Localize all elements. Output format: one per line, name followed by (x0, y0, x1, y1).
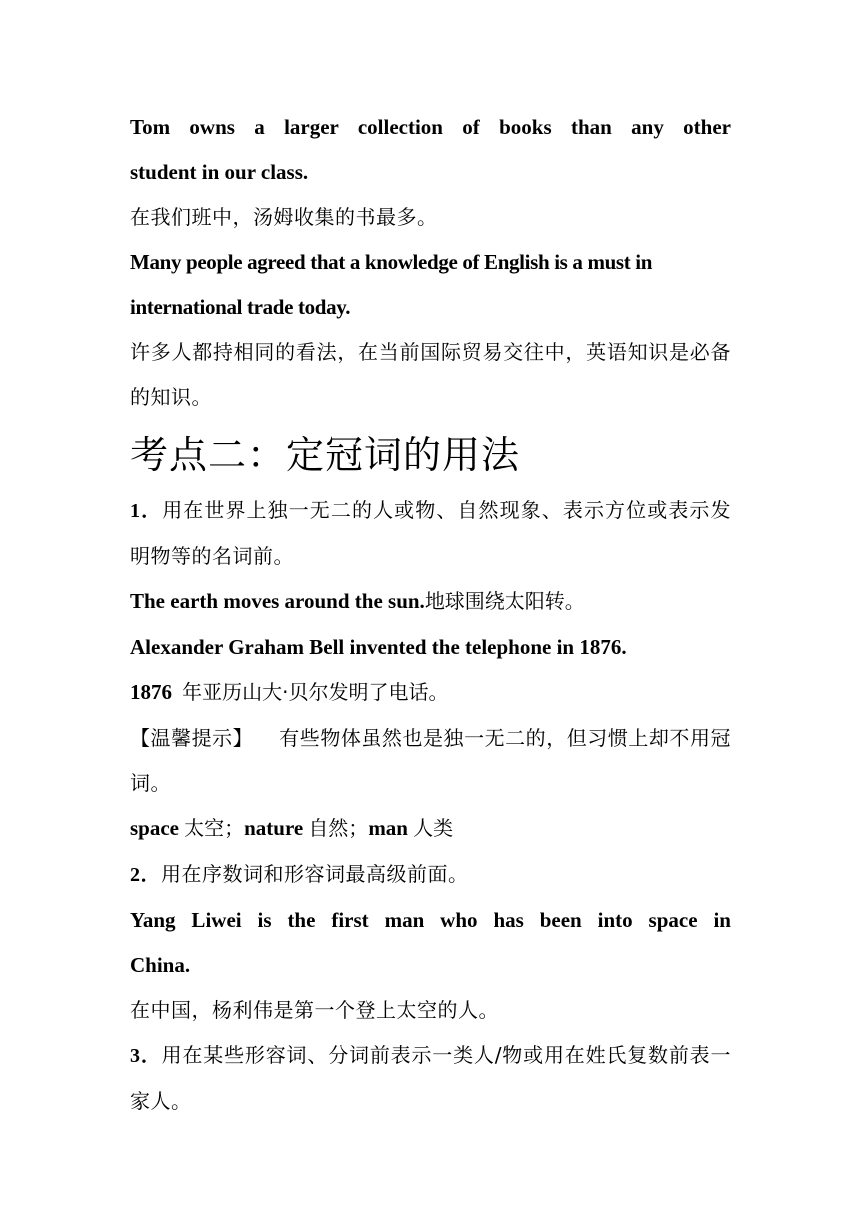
rule-1 (130, 488, 731, 579)
rule-2-number: 2． (130, 864, 161, 886)
rule-3-text: 用在某些形容词、分词前表示一类人/物或用在姓氏复数前表一家人。 (130, 1043, 731, 1113)
example-1-chinese: 在我们班中，汤姆收集的书最多。 (130, 205, 438, 229)
vocab-en-2: nature (244, 816, 304, 840)
rule-3-number: 3． (130, 1045, 162, 1067)
rule-2 (130, 852, 731, 898)
vocab-zh-3: 人类 (413, 816, 454, 840)
example-5-english-line-1: Yang Liwei is the first man who has been into space in (130, 908, 731, 932)
rule-1-text: 用在世界上独一无二的人或物、自然现象、表示方位或表示发明物等的名词前。 (130, 498, 732, 568)
example-1-english-line-2: student in our class. (130, 160, 309, 184)
vocab-zh-2: 自然； (308, 816, 369, 840)
rule-3 (130, 1033, 731, 1124)
example-3 (130, 579, 731, 625)
example-2-chinese: 许多人都持相同的看法，在当前国际贸易交往中，英语知识是必备的知识。 (130, 340, 731, 409)
example-3-english: The earth moves around the sun. (130, 589, 425, 613)
example-1-english (130, 105, 731, 195)
vocab-zh-1: 太空； (184, 816, 245, 840)
document-page (130, 105, 731, 1124)
tip (130, 716, 731, 806)
section-heading: 考点二：定冠词的用法 (130, 433, 521, 477)
example-4-chinese: 年亚历山大·贝尔发明了电话。 (182, 680, 449, 704)
example-5-chinese: 在中国，杨利伟是第一个登上太空的人。 (130, 998, 499, 1022)
example-4-chinese-row (130, 670, 731, 716)
example-3-chinese: 地球围绕太阳转。 (424, 589, 585, 613)
vocab-en-1: space (130, 816, 179, 840)
rule-2-text: 用在序数词和形容词最高级前面。 (161, 862, 469, 886)
tip-text: 有些物体虽然也是独一无二的，但习惯上却不用冠词。 (130, 726, 732, 795)
vocab-en-3: man (368, 816, 408, 840)
example-5-english (130, 898, 731, 988)
tip-label: 【温馨提示】 (130, 726, 254, 750)
vocab-row (130, 806, 731, 852)
example-1-english-line-1: Tom owns a larger collection of books than any other (130, 115, 731, 139)
rule-1-number: 1． (130, 500, 163, 522)
example-5-english-line-2: China. (130, 953, 191, 977)
example-4-english: Alexander Graham Bell invented the telephone in 1876. (130, 635, 627, 659)
example-4-year: 1876 (130, 680, 172, 704)
example-2-english: Many people agreed that a knowledge of English is a must in international trade today. (130, 250, 653, 319)
